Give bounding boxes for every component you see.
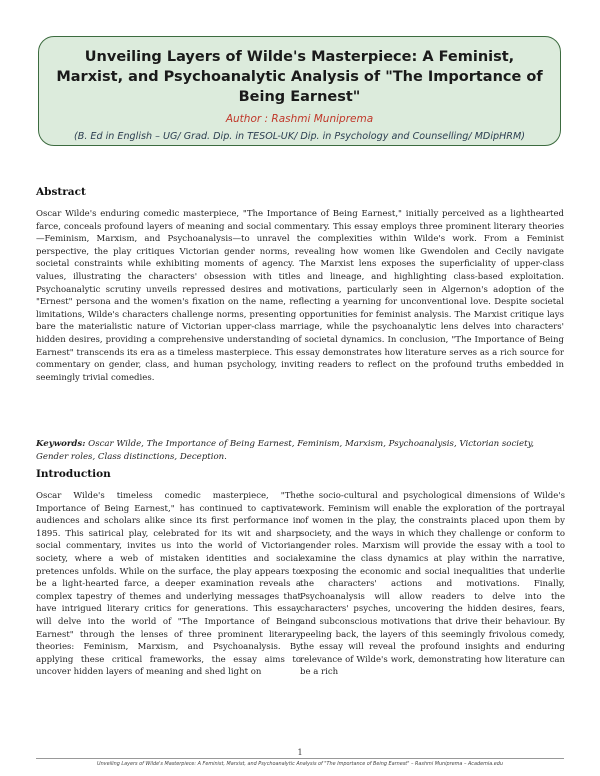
abstract-heading: Abstract [36,186,86,198]
footer-running-text: Unveiling Layers of Wilde's Masterpiece: A Feminist, Marxist, and Psychoanalytic Analysis of "The Importance of Being Earnest" – Rashmi Muniprema – Academia.edu [97,761,503,767]
title-box [38,36,561,146]
paper-title: Unveiling Layers of Wilde's Masterpiece: A Feminist, Marxist, and Psychoanalytic Analysis of "The Importance of Being Earnest" [56,49,543,105]
author-credentials: (B. Ed in English – UG/ Grad. Dip. in TESOL-UK/ Dip. in Psychology and Counselling/ MDipHRM) [74,131,525,142]
introduction-heading: Introduction [36,468,111,480]
introduction-column-right: the socio-cultural and psychological dimensions of Wilde's work. Feminism will enable the exploration of the portrayal of women in the play, the constraints placed upon them by society, and the ways in which they challenge or conform to gender roles. Marxism will provide the essay with a tool to examine the class dynamics at play within the narrative, exposing the economic and social inequalities that underlie the characters' actions and motivations. Finally, Psychoanalysis will allow readers to delve into the characters' psyches, uncovering the hidden desires, fears, and subconscious motivations that drive their behaviour. By peeling back, the layers of this seemingly frivolous comedy, the essay will reveal the profound insights and enduring relevance of Wilde's work, demonstrating how literature can be a rich [300,491,565,678]
author-line: Author : Rashmi Muniprema [225,113,374,125]
keywords-list: Oscar Wilde, The Importance of Being Earnest, Feminism, Marxism, Psychoanalysis, Victorian society, Gender roles, Class distinctions, Deception. [36,439,535,462]
page-number: 1 [297,748,303,757]
footer-divider [36,758,564,759]
keywords-label: Keywords: [36,439,86,449]
keywords [36,438,564,464]
introduction-column-left: Oscar Wilde's timeless comedic masterpiece, "The Importance of Being Earnest," has continued to captivate audiences and scholars alike since its first performance in 1895. This satirical play, celebrated for its wit and sharp social commentary, invites us into the world of Victorian society, where a web of mistaken identities and social pretences unfolds. While on the surface, the play appears to be a light-hearted farce, a deeper examination reveals a complex tapestry of themes and underlying messages that have intrigued literary critics for generations. This essay will delve into the world of "The Importance of Being Earnest" through the lenses of three prominent literary theories: Feminism, Marxism, and Psychoanalysis. By applying these critical frameworks, the essay aims to uncover hidden layers of meaning and shed light on [36,491,301,678]
abstract-body: Oscar Wilde's enduring comedic masterpiece, "The Importance of Being Earnest," initially perceived as a lighthearted farce, conceals profound layers of meaning and social commentary. This essay employs three prominent literary theories—Feminism, Marxism, and Psychoanalysis—to unravel the complexities within Wilde's work. From a Feminist perspective, the play critiques Victorian gender norms, revealing how women like Gwendolen and Cecily navigate societal constraints while exhibiting moments of agency. The Marxist lens exposes the superficiality of upper-class values, illustrating the characters' obsession with titles and lineage, and highlighting class-based exploitation. Psychoanalytic scrutiny unveils repressed desires and motivations, particularly seen in Algernon's adoption of the "Ernest" persona and the women's fixation on the name, reflecting a yearning for unconventional love. Despite societal limitations, Wilde's characters challenge norms, presenting opportunities for feminist analysis. The Marxist critique lays bare the materialistic nature of Victorian upper-class marriage, while the psychoanalytic lens delves into characters' hidden desires, providing a comprehensive understanding of societal dynamics. In conclusion, "The Importance of Being Earnest" transcends its era as a timeless masterpiece. This essay demonstrates how literature serves as a rich source for commentary on gender, class, and human psychology, inviting readers to reflect on the profound truths embedded in seemingly trivial comedies. [36,209,564,383]
